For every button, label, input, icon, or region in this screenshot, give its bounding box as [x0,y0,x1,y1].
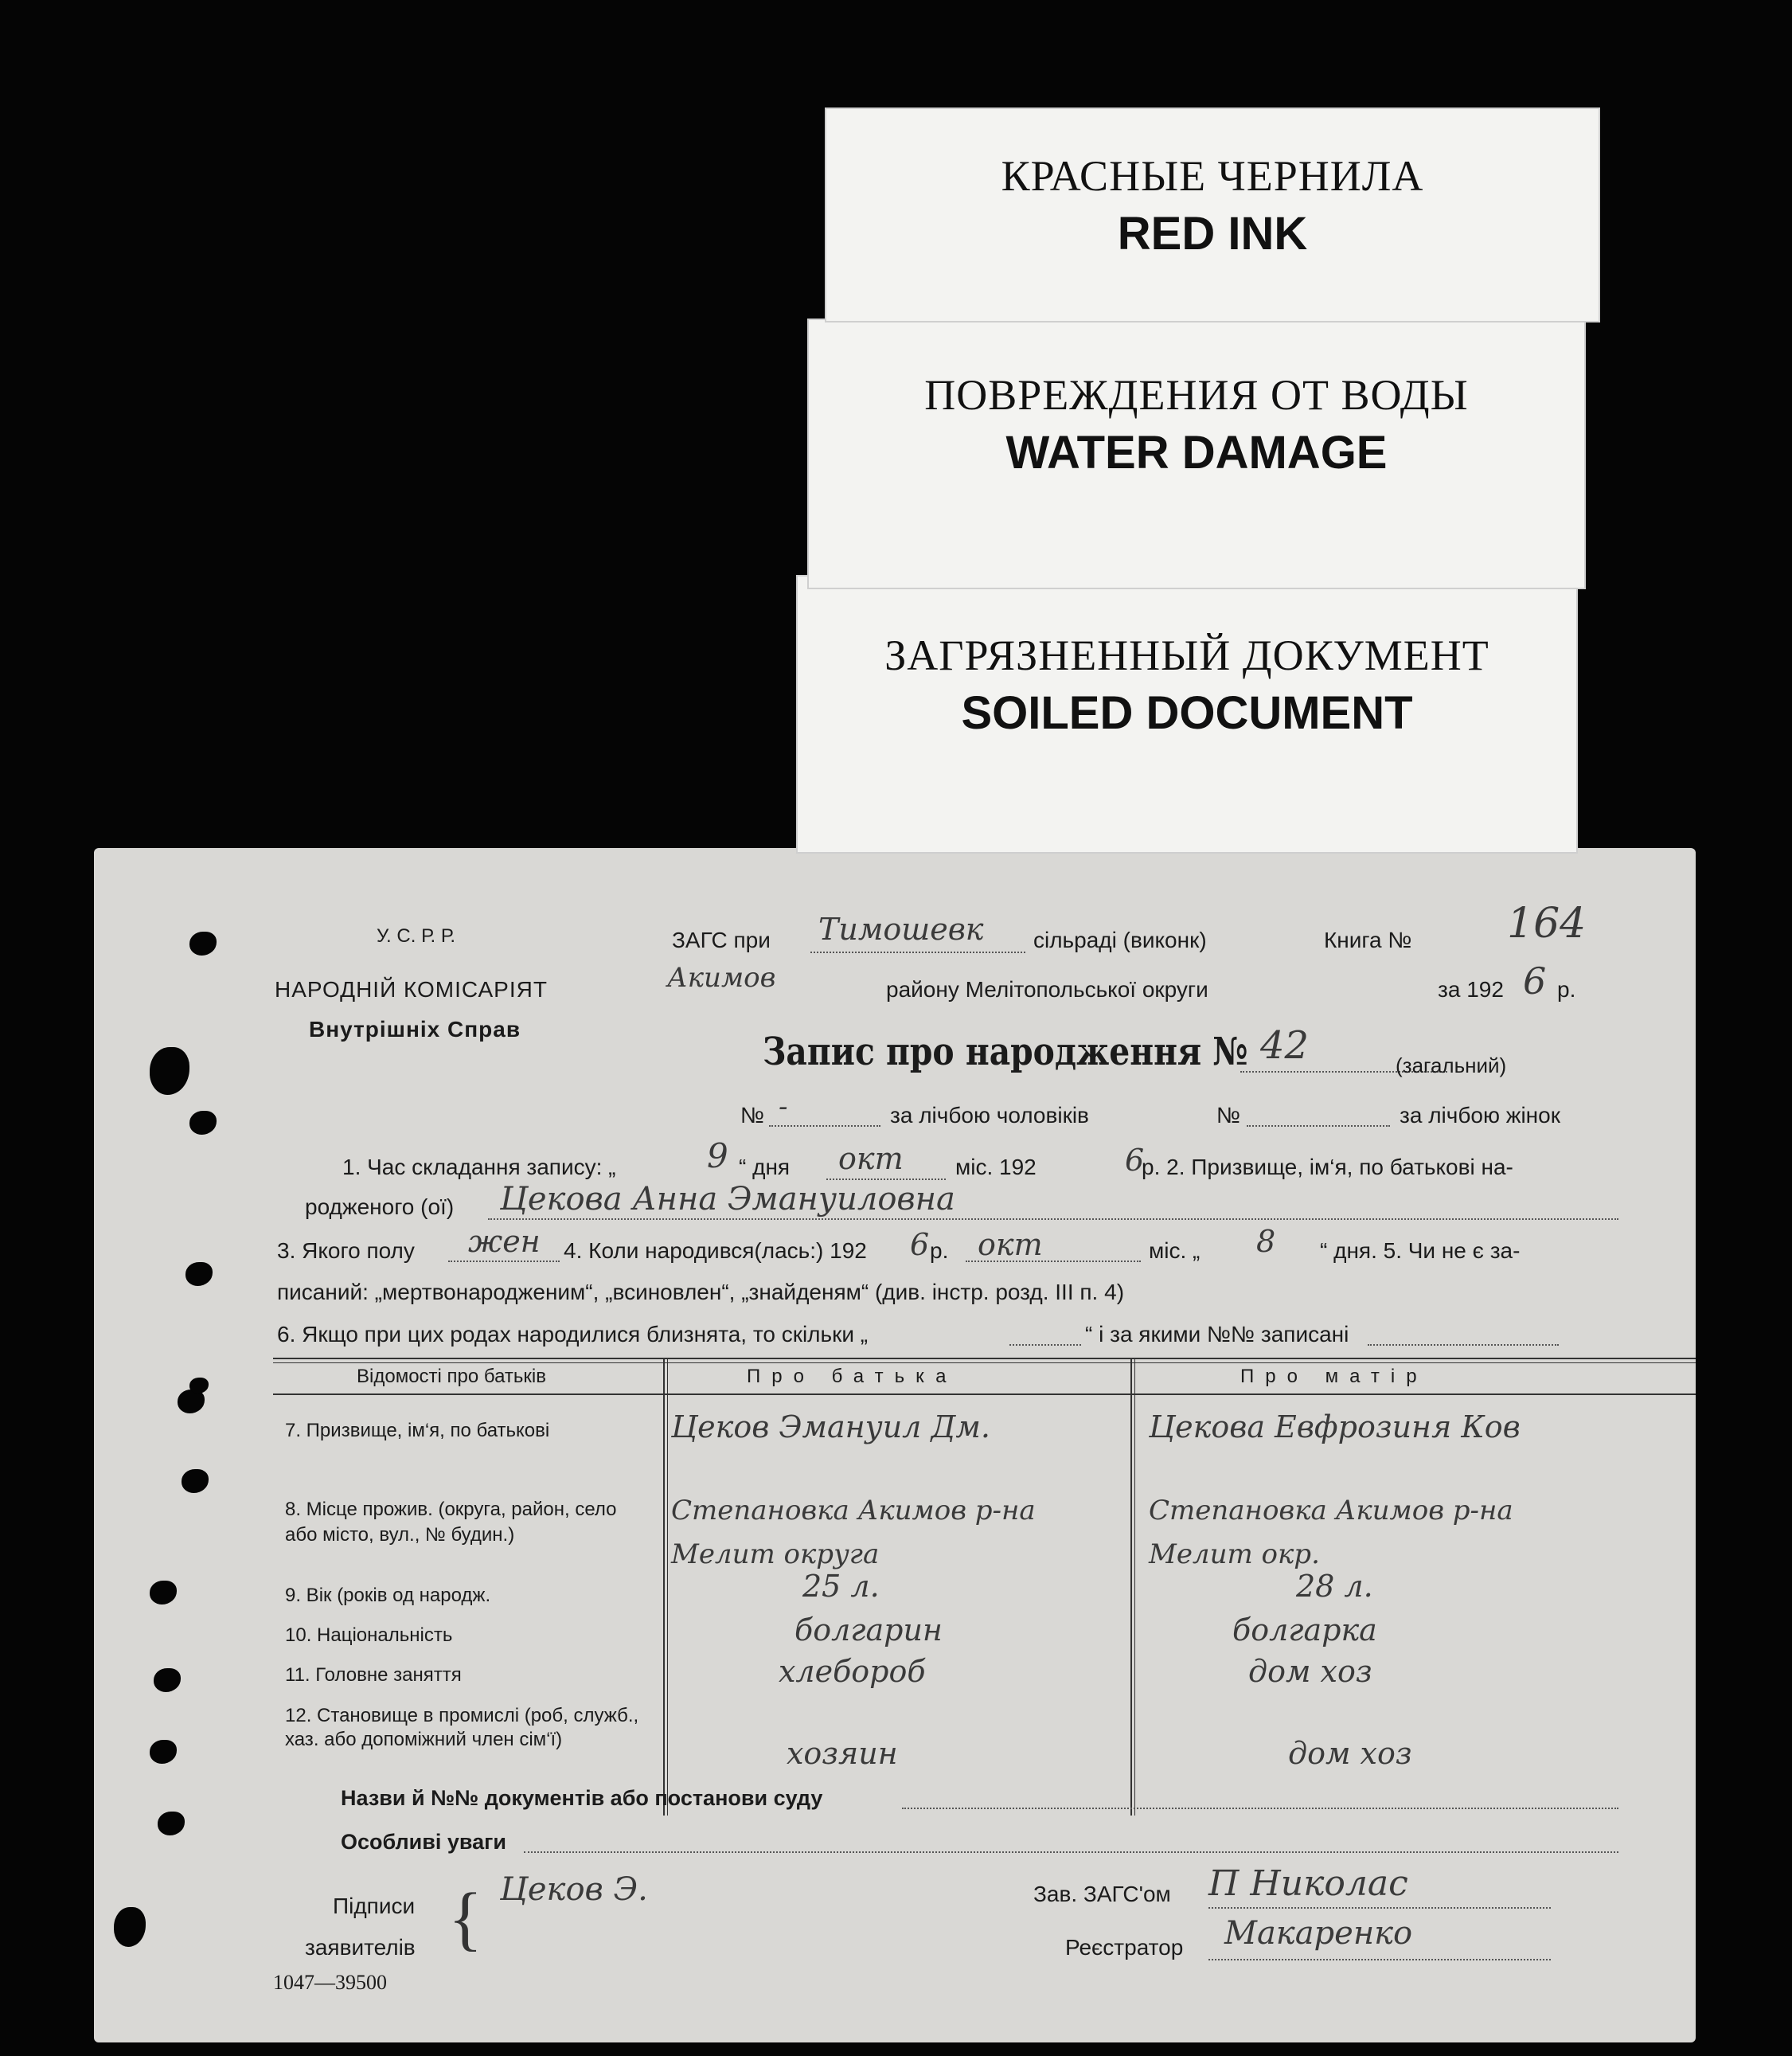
docs-label: Назви й №№ документів або постанови суду [341,1786,823,1810]
village-handwriting: Тимошевк [818,912,984,947]
line1-label-b: “ дня [739,1155,791,1179]
men-number-prefix: № [740,1103,765,1128]
mother-residence-handwriting: Степановка Акимов р-на Мелит окр. [1149,1495,1513,1570]
row-label-status: 12. Становище в промислі (роб, служб., хаз. або допоміжний член сім‘ї) [285,1705,639,1750]
father-nationality-handwriting: болгарин [794,1612,943,1648]
punch-hole [189,1111,217,1135]
red-card-en: RED INK [1117,208,1308,260]
silradi-label: сільраді (виконк) [1033,928,1207,952]
year-r-label: р. [1557,977,1576,1002]
mother-age-handwriting: 28 л. [1296,1569,1373,1604]
punch-hole [189,932,217,956]
signatures-label-1: Підписи [333,1894,416,1918]
father-age-handwriting: 25 л. [802,1569,880,1604]
village-line [810,952,1025,953]
father-status-handwriting: хозяин [787,1736,898,1771]
table-col-divider-2b [1134,1358,1135,1816]
soiled-document-card [796,575,1578,854]
child-name-line [488,1218,1618,1220]
zav-line [1208,1907,1551,1909]
table-top-rule-2 [273,1362,1696,1363]
men-number-line [769,1125,880,1127]
registrar-signature: Макаренко [1224,1915,1413,1952]
punch-hole [150,1581,177,1605]
punch-hole [150,1047,189,1095]
sex-handwriting: жен [468,1224,541,1259]
soiled-card-en: SOILED DOCUMENT [961,687,1413,739]
zags-pri-label: ЗАГС при [672,928,771,952]
table-col-divider-1b [667,1358,668,1816]
signatures-brace: { [448,1879,483,1958]
commissariat-label: НАРОДНІЙ КОМІСАРІЯТ [275,977,548,1002]
line3-label-a: 3. Якого полу [277,1238,415,1263]
rayonu-label: району Мелітопольської округи [886,977,1208,1002]
col-info-header: Відомості про батьків [357,1366,546,1387]
row-label-nationality: 10. Національність [285,1624,453,1646]
line3-label-e: “ дня. 5. Чи не є за- [1320,1238,1521,1263]
women-number-prefix: № [1216,1103,1241,1128]
zagalnyi-label: (загальний) [1396,1053,1507,1077]
punch-hole [182,1469,209,1493]
ussr-label: У. С. Р. Р. [377,925,456,947]
line1-day-handwriting: 9 [707,1136,728,1175]
water-card-ru: ПОВРЕЖДЕНИЯ ОТ ВОДЫ [924,371,1469,419]
district-handwriting: Акимов [667,962,776,994]
mother-nationality-handwriting: болгарка [1232,1612,1377,1648]
year-handwriting: 6 [1523,960,1547,1003]
za-year-label: за 192 [1438,977,1504,1002]
father-residence-handwriting: Степановка Акимов р-на Мелит округа [671,1495,1036,1570]
record-number-handwriting: 42 [1260,1023,1310,1068]
row-label-residence: 8. Місце прожив. (округа, район, село або місто, вул., № будин.) [285,1499,617,1546]
soiled-card-ru: ЗАГРЯЗНЕННЫЙ ДОКУМЕНТ [884,631,1489,679]
father-occupation-handwriting: хлебороб [779,1654,926,1689]
knyha-label: Книга № [1324,928,1412,952]
row-label-age: 9. Вік (років од народж. [285,1585,491,1606]
line1-month-line [826,1178,946,1180]
table-top-rule [273,1358,1696,1359]
row-label-name: 7. Призвище, ім‘я, по батькові [285,1420,550,1441]
docs-line [902,1808,1618,1809]
water-card-en: WATER DAMAGE [1005,427,1388,479]
twins-numbers-line [1368,1344,1559,1346]
col-father-header: Про батька [747,1366,958,1387]
line1-year-handwriting: 6 [1125,1143,1145,1178]
men-number-handwriting: - [779,1091,788,1123]
women-count-label: за лічбою жінок [1400,1103,1560,1128]
red-card-ru: КРАСНЫЕ ЧЕРНИЛА [1001,152,1424,200]
record-title: Запис про народження № [763,1030,1248,1074]
women-number-line [1247,1125,1390,1127]
knyha-number-handwriting: 164 [1507,900,1587,948]
red-ink-card [825,107,1600,322]
line3-label-c: р. [930,1238,949,1263]
line3-label-b: 4. Коли народився(лась:) 192 [564,1238,867,1263]
mother-status-handwriting: дом хоз [1288,1736,1412,1771]
affairs-label: Внутрішніх Справ [309,1017,521,1042]
line1-label-d: р. 2. Призвище, ім‘я, по батькові на- [1142,1155,1513,1179]
col-mother-header: Про матір [1240,1366,1428,1387]
form-code: 1047—39500 [273,1971,387,1994]
line5-label-b: “ і за якими №№ записані [1085,1322,1349,1347]
birth-year-handwriting: 6 [910,1227,930,1262]
row-label-occupation: 11. Головне заняття [285,1664,462,1686]
sex-line [448,1261,560,1262]
birth-month-line [966,1261,1141,1262]
punch-hole [114,1907,146,1947]
line2-label: родженого (ої) [305,1194,455,1219]
signatures-label-2: заявителів [305,1935,416,1960]
table-header-rule [273,1393,1696,1395]
zav-label: Зав. ЗАГС'ом [1033,1882,1171,1906]
table-col-divider-2 [1130,1358,1132,1816]
punch-hole [189,1378,209,1393]
registrar-line [1208,1959,1551,1960]
line4-label: писаний: „мертвонародженим“, „всиновлен“, „знайденям“ (див. інстр. розд. III п. 4) [277,1280,1125,1304]
birth-day-handwriting: 8 [1256,1224,1276,1259]
punch-hole [158,1812,185,1835]
mother-occupation-handwriting: дом хоз [1248,1654,1372,1689]
water-damage-card [807,319,1586,589]
punch-hole [185,1262,213,1286]
line3-label-d: міс. „ [1149,1238,1201,1263]
line1-month-handwriting: окт [838,1141,904,1176]
punch-hole [150,1740,177,1764]
line1-label-c: міс. 192 [955,1155,1037,1179]
birth-month-handwriting: окт [978,1227,1043,1262]
table-col-divider-1 [663,1358,665,1816]
zav-signature: П Николас [1208,1863,1408,1904]
child-name-handwriting: Цекова Анна Эмануиловна [500,1181,955,1218]
applicant-signature: Цеков Э. [500,1871,648,1908]
men-count-label: за лічбою чоловіків [890,1103,1089,1128]
line5-label-a: 6. Якщо при цих родах народилися близнята, то скільки „ [277,1322,869,1347]
twins-count-line [1009,1344,1081,1346]
birth-record-form [94,848,1696,2042]
punch-hole [154,1668,181,1692]
father-name-handwriting: Цеков Эмануил Дм. [671,1409,990,1444]
mother-name-handwriting: Цекова Евфрозиня Ков [1149,1409,1521,1444]
notes-line [524,1851,1618,1853]
line1-label-a: 1. Час складання запису: „ [342,1155,616,1179]
registrar-label: Реєстратор [1065,1935,1184,1960]
notes-label: Особливі уваги [341,1830,506,1854]
